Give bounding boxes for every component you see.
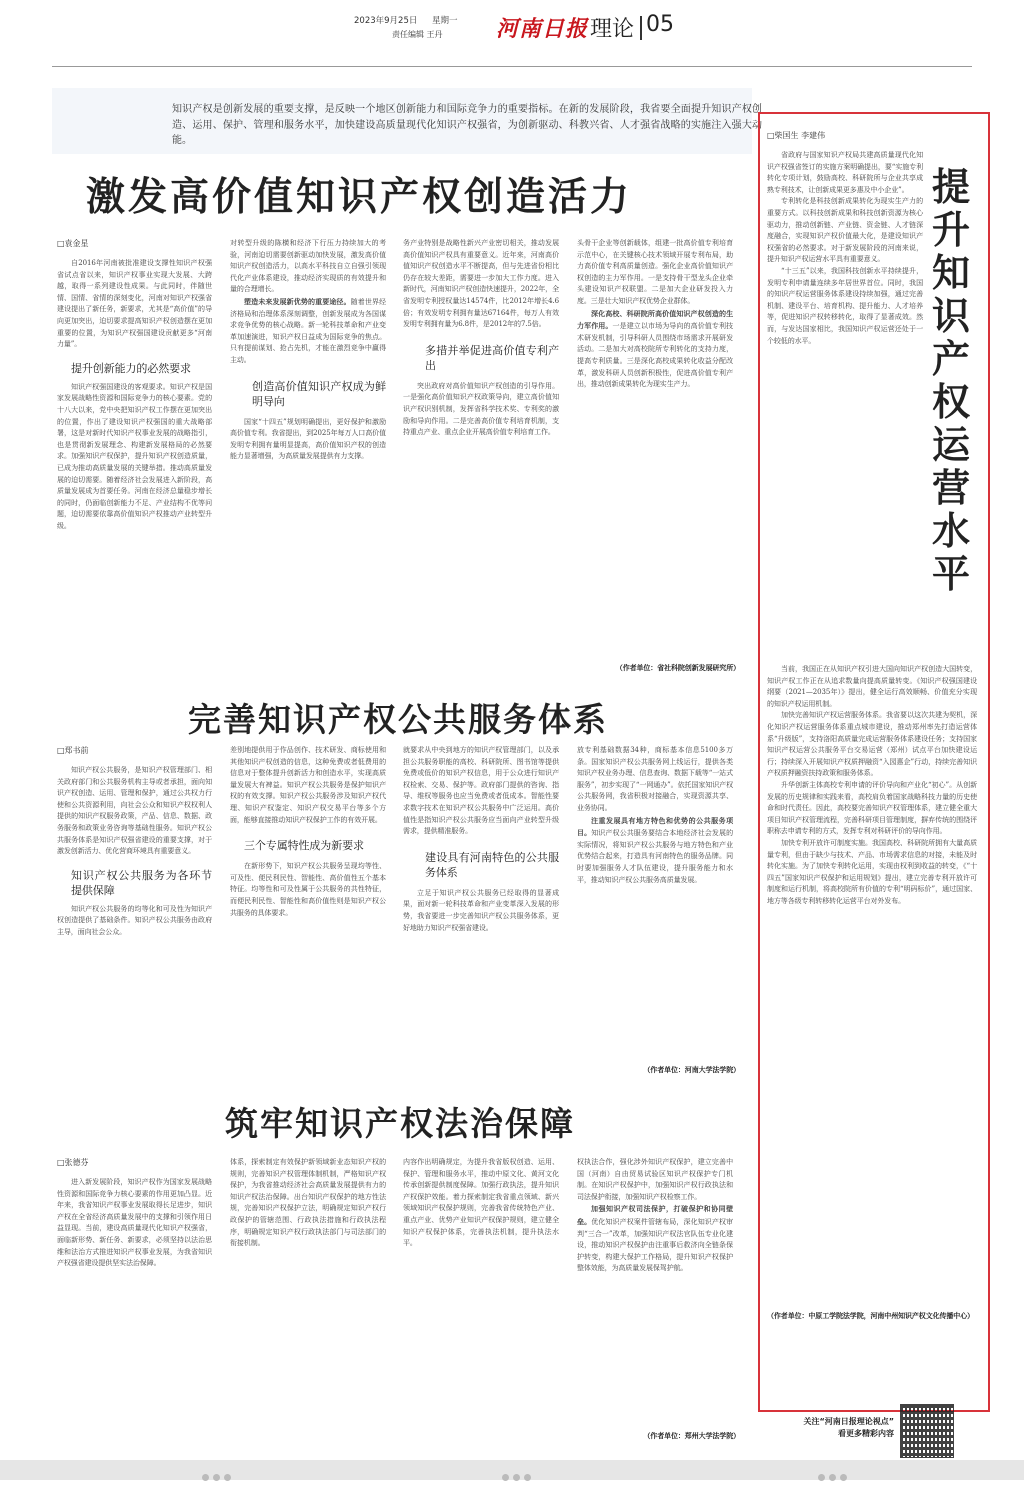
newspaper-logo: 河南日报	[496, 16, 589, 42]
article3-col4	[577, 1157, 733, 1427]
article1-author: □袁金星	[57, 239, 89, 248]
article3-col4b-text: 优化知识产权案件管辖布局，深化知识产权审判“三合一”改革，加强知识产权法官队伍专业化建设，推动知识产权保护由注重事后救济向全链条保护转变，构建大保护工作格局，提升知识产权保护整体效能，为高质量发展保驾护航。	[577, 1217, 733, 1273]
article2-col1b-text: 知识产权公共服务的均等化和可及性为知识产权创造提供了基础条件。知识产权公共服务由政府主导，面向社会公众。	[57, 904, 212, 936]
article1-col2b-text: 随着世界经济格局和治理体系深刻调整，创新发展成为各国谋求竞争优势的核心战略。新一轮科技革命和产业变革加速演进，知识产权日益成为国际竞争的焦点。只有提前谋划、抢占先机，才能在激烈竞争中赢得主动。	[230, 297, 386, 364]
header-editor: 责任编辑 王丹	[392, 30, 443, 39]
header-rule	[52, 66, 972, 67]
article2-col4	[577, 745, 733, 1025]
article3-col4-lead: 加强知识产权司法保护，打破保护和协同壁垒。	[577, 1204, 733, 1226]
article2-title: 完善知识产权公共服务体系	[188, 700, 608, 739]
article3-title: 筑牢知识产权法治保障	[225, 1104, 575, 1143]
article1-col4-lead: 深化高校、科研院所高价值知识产权创造的生力军作用。	[577, 308, 733, 331]
sidebar-author-unit: （作者单位：中原工学院法学院，河南中州知识产权文化传播中心）	[767, 1311, 974, 1320]
header-weekday: 星期一	[432, 16, 458, 26]
article1-col4	[577, 238, 733, 658]
article2-col1	[57, 765, 212, 1077]
article2-col2b-text: 在新形势下，知识产权公共服务呈现均等性、可及性、便民利民性、智能性、高价值性五个基本特征。均等性和可及性属于公共服务的共性特征，而便民利民性、智能性和高价值性则是知识产权公共服务的具体要求。	[230, 862, 386, 917]
article1-subheading-1: 提升创新能力的必然要求	[71, 361, 191, 375]
article1-subheading-2: 创造高价值知识产权成为鲜明导向	[252, 379, 386, 408]
sidebar-para1: 省政府与国家知识产权局共建高质量现代化知识产权强省签订的实施方案明确提出，要“实施专利转化专项计划，鼓励高校、科研院所与企业共享成熟专利技术，让创新成果更多惠及中小企业”。	[767, 151, 923, 194]
sidebar-para6: 升华创新主体高校专利申请的评价导向和产业化“初心”。从创新发展的历史规律和实践来看，高校肩负着国家战略科技力量的历史使命和时代责任。因此，高校要完善知识产权管理体系，建立健全重大项目知识产权管理流程，完善科研项目管理制度，摒弃传统的围绕评职称去申请专利的方式，发挥专利对科研评价的导向作用。	[767, 780, 977, 836]
dots-middle	[500, 1466, 533, 1485]
article1-col2c-text: 国家“十四五”规划明确提出，更好保护和激励高价值专利。我省提出，到2025年每万人口高价值发明专利拥有量明显提高，高价值知识产权的创造能力显著增强，为高质量发展提供有力支撑。	[230, 417, 386, 461]
sidebar-text-top	[767, 150, 923, 660]
article2-author-unit: （作者单位：河南大学法学院）	[643, 1065, 740, 1074]
article3-col4-text: 权执法合作，强化涉外知识产权保护，建立完善中国（河南）自由贸易试验区知识产权保护专门机制。在知识产权保护中，加强知识产权行政执法和司法保护衔接，加强知识产权检察工作。	[577, 1158, 733, 1201]
article1-author-unit: （作者单位：省社科院创新发展研究所）	[615, 663, 740, 672]
sidebar-para7: 加快专利开放许可制度实施。我国高校、科研院所拥有大量高质量专利，但由于缺少与技术、产品、市场需求信息的对接，未能及时转化实施。为了加快专利转化运用，实现由权利到收益的转变，《“十四五”国家知识产权保护和运用规划》提出，建立完善专利开放许可制度和运行机制，将高校院所有价值的专利“明码标价”，通过国家、地方等各级专利转移转化运营平台对外发布。	[767, 838, 977, 905]
article1-col4b-text: 一是建立以市场为导向的高价值专利技术研发机制，引导科研人员围绕市场需求开展研发活动。二是加大对高校院所专利转化的支持力度，提高专利质量。三是深化高校成果转化收益分配改革，激发科研人员创新积极性，促进高价值专利产出，推动创新成果转化为现实生产力。	[577, 322, 733, 389]
article3-col2	[230, 1157, 386, 1449]
article1-col2-lead: 塑造未来发展新优势的重要途径。	[244, 296, 351, 306]
article3-col3	[403, 1157, 559, 1449]
article2-subheading-3: 建设具有河南特色的公共服务体系	[425, 850, 559, 879]
article3-author-unit: （作者单位：郑州大学法学院）	[643, 1431, 740, 1440]
article2-col1-text: 知识产权公共服务，是知识产权管理部门、相关政府部门和公共服务机构主导或者承担，面向知识产权创造、运用、管理和保护，通过公共权力行使和公共资源利用，向社会公众和知识产权权利人提供的知识产权服务政策，产品、信息、数据、政务服务和政策业务咨询等基础性服务。知识产权公共服务体系是知识产权强省建设的重要支撑，对于激发创新活力、优化营商环境具有重要意义。	[57, 766, 212, 856]
article2-author: □郑书前	[57, 746, 89, 755]
section-name: 理论	[590, 17, 635, 42]
sidebar-para4: 当前，我国正在从知识产权引进大国向知识产权创造大国转变，知识产权工作正在从追求数量向提高质量转变。《知识产权强国建设纲要（2021—2035年）》提出，健全运行高效顺畅、价值充分实现的知识产权运用机制。	[767, 665, 977, 708]
article2-col3b-text: 立足于知识产权公共服务已经取得的显著成果，面对新一轮科技革命和产业变革深入发展的形势，我省要进一步完善知识产权公共服务体系，更好地助力知识产权强省建设。	[403, 888, 559, 932]
article1-col2-text: 对转型升级的陈横和经济下行压力持续加大的考验，河南迫切需要创新驱动加快发展，激发高价值知识产权创造活力，以高水平科技自立自强引领现代化产业体系建设，推动经济实现质的有效提升和量的合理增长。	[230, 239, 386, 294]
qr-code-icon[interactable]	[900, 1404, 954, 1458]
article2-col4-text: 放专利基础数据34种，商标基本信息5100多万条。国家知识产权公共服务网上线运行，提供各类知识产权业务办理、信息查询、数据下载等“一站式服务”，初步实现了“一网通办”。依托国家知识产权公共服务网，我省积极对接融合，实现资源共享、业务协同。	[577, 746, 733, 812]
article3-col3-text: 内容作出明确规定，为提升我省版权创造、运用、保护、管理和服务水平，推动中原文化、黄河文化传承创新提供制度保障。加强行政执法，提升知识产权保护效能。着力探索制定我省重点领域、新兴领域知识产权保护规则，完善我省传统特色产业、重点产业、优势产业知识产权保护规则，建立健全知识产权保护体系，完善执法机制，提升执法水平。	[403, 1158, 559, 1248]
sidebar-text-bottom	[767, 664, 977, 1304]
sidebar-para2: 专利转化是科技创新成果转化为现实生产力的重要方式。以科技创新成果和科技创新资源为核心驱动力，推动创新链、产业链、资金链、人才链深度融合，实现知识产权价值最大化，是建设知识产权强省的必然要求。对于新发展阶段的河南来说，提升知识产权运营水平具有重要意义。	[767, 197, 923, 264]
sidebar-para3: “十三五”以来，我国科技创新水平持续提升，发明专利申请量连续多年居世界首位。同时，我国的知识产权运营服务体系建设持续加强，通过完善机制、建设平台、培育机构、提升能力、人才培养等，促进知识产权转移转化，取得了显著成效。然而，与发达国家相比，我国知识产权运营还处于一个较低的水平。	[767, 266, 923, 345]
article2-col2-text: 差别地提供用于作品创作、技术研发、商标使用和其他知识产权创造的信息，这种免费或者低费用的信息对于整体提升创新活力和创造水平，实现高质量发展大有裨益。知识产权公共服务是保护知识产权的有效支撑。知识产权公共服务涉及知识产权代理、知识产权鉴定、知识产权交易平台等多个方面，能够直接推动知识产权保护工作的有效开展。	[230, 746, 386, 824]
sidebar-author: □柴国生 李建伟	[767, 131, 826, 140]
article3-col1-text: 进入新发展阶段，知识产权作为国家发展战略性资源和国际竞争力核心要素的作用更加凸显。近年来，我省知识产权事业发展取得长足进步，知识产权在全省经济高质量发展中的支撑和引领作用日益显现。当前，建设高质量现代化知识产权强省，面临新形势、新任务、新要求，必须坚持以法治思维和法治方式推进知识产权事业发展，为我省知识产权强省建设提供坚实法治保障。	[57, 1178, 212, 1268]
article1-title: 激发高价值知识产权创造活力	[86, 174, 633, 220]
intro-text: 知识产权是创新发展的重要支撑，是反映一个地区创新能力和国际竞争力的重要指标。在新的发展阶段，我省要全面提升知识产权创造、运用、保护、管理和服务水平，加快建设高质量现代化知识产权强省，为创新驱动、科教兴省、人才强省战略的实施注入强大动能。	[172, 104, 762, 146]
article2-subheading-1: 知识产权公共服务为各环节提供保障	[71, 868, 212, 897]
article1-col1b-text: 知识产权强国建设的客观要求。知识产权是国家发展战略性资源和国际竞争力的核心要素。党的十八大以来，党中央把知识产权工作摆在更加突出的位置，作出了建设知识产权强国的重大战略部署，这是对新时代知识产权事业发展的战略指引，也是贯彻新发展理念、构建新发展格局的必然要求。加强知识产权保护，提升知识产权创造质量，已成为推动高质量发展的关键举措。推动高质量发展的迫切需要。随着经济社会发展进入新阶段，高质量发展成为首要任务。河南在经济总量稳步增长的同时，仍面临创新能力不足、产业结构不优等问题，迫切需要依靠高价值知识产权推动产业转型升级。	[57, 382, 212, 530]
article2-col4b-text: 知识产权公共服务要结合本地经济社会发展的实际情况，将知识产权公共服务与地方特色和产业优势结合起来，打造具有河南特色的服务品牌。同时要加强服务人才队伍建设，提升服务能力和水平，推动知识产权公共服务高质量发展。	[577, 829, 733, 884]
sidebar-para5: 加快完善知识产权运营服务体系。我省要以这次共建为契机，深化知识产权运营服务体系重点城市建设，推动郑州率先打造运营体系“升级版”，支持洛阳高质量完成运营服务体系建设任务；支持国家知识产权运营公共服务平台交易运营（郑州）试点平台加快建设运行；持续深入开展知识产权质押融资“入园惠企”行动，持续完善知识产权质押融资扶持政策和服务体系。	[767, 711, 977, 778]
dots-right	[816, 1466, 849, 1485]
sidebar-title: 提升知识产权运营水平	[932, 164, 971, 596]
page-number: 05	[646, 12, 674, 37]
article1-col1-text: 自2016年河南被批准建设支撑性知识产权强省试点省以来，知识产权事业实现大发展、大跨越，取得一系列建设性成果。与此同时，伴随世情、国情、省情的深刻变化，河南对知识产权强省建设提出了新任务，新要求，尤其是“高价值”的导向更加突出，迫切要求提高知识产权创造摆在更加重要的位置，为知识产权强国建设贡献更多“河南力量”。	[57, 259, 212, 349]
qr-caption: 关注“河南日报理论视点” 看更多精彩内容	[803, 1417, 894, 1438]
article2-col3-text: 就要求从中央到地方的知识产权管理部门，以及承担公共服务职能的高校、科研院所、图书馆等提供免费或低价的知识产权信息，用于公众进行知识产权检索、交易、保护等。政府部门提供的咨询、指导、维权等服务也应当免费或者低成本。智能性要求数字技术在知识产权公共服务中广泛运用。高价值性是指知识产权公共服务应当面向产业转型升级需求，提供精准服务。	[403, 746, 559, 836]
article1-col3-text: 务产业特别是战略性新兴产业密切相关，推动发展高价值知识产权具有重要意义。近年来，河南高价值知识产权创造水平不断提高，但与先进省份相比仍存在较大差距，需要进一步加大工作力度。进入新时代，河南知识产权创造快速提升，2022年，全省发明专利授权量达14574件，比2012年增长4.6倍；有效发明专利拥有量达67164件，每万人有效发明专利拥有量为6.8件，是2012年的7.5倍。	[403, 239, 559, 329]
article3-author: □张德芬	[57, 1158, 89, 1167]
header-divider	[640, 16, 642, 40]
header-date: 2023年9月25日	[354, 16, 418, 26]
article2-col4-lead: 注重发展具有地方特色和优势的公共服务项目。	[577, 815, 733, 838]
article1-subheading-3: 多措并举促进高价值专利产出	[425, 343, 559, 372]
article1-col3b-text: 突出政府对高价值知识产权创造的引导作用。一是强化高价值知识产权政策导向，建立高价值知识产权识别机制，发挥省科学技术奖、专利奖的激励和导向作用。二是完善高价值专利培育机制，支持重点产业、重点企业开展高价值专利培育工作。	[403, 381, 559, 437]
dots-left	[200, 1466, 233, 1485]
article1-col4-text: 头骨干企业等创新载体，组建一批高价值专利培育示范中心，在关键核心技术领域开展专利布局，助力高价值专利高质量创造。强化企业高价值知识产权创造的主力军作用。一是支持骨干型龙头企业牵头建设知识产权联盟。二是加大企业研发投入力度。三是壮大知识产权优势企业群体。	[577, 239, 733, 305]
article2-col3	[403, 745, 559, 1075]
article2-subheading-2: 三个专属特性成为新要求	[244, 839, 364, 853]
page-header	[0, 0, 1024, 72]
article2-col2	[230, 745, 386, 1075]
article3-col2-text: 体系，探索制定有效保护新领域新业态知识产权的规则，完善知识产权管理体制机制，严格知识产权保护，为我省推动经济社会高质量发展提供有力的知识产权法治保障。出台知识产权保护的地方性法规，完善知识产权保护立法，明确规定知识产权行政保护的管辖范围、行政执法措施和行政执法程序，明确规定知识产权行政执法部门与司法部门的衔接机制。	[230, 1158, 386, 1248]
article3-col1	[57, 1177, 212, 1449]
